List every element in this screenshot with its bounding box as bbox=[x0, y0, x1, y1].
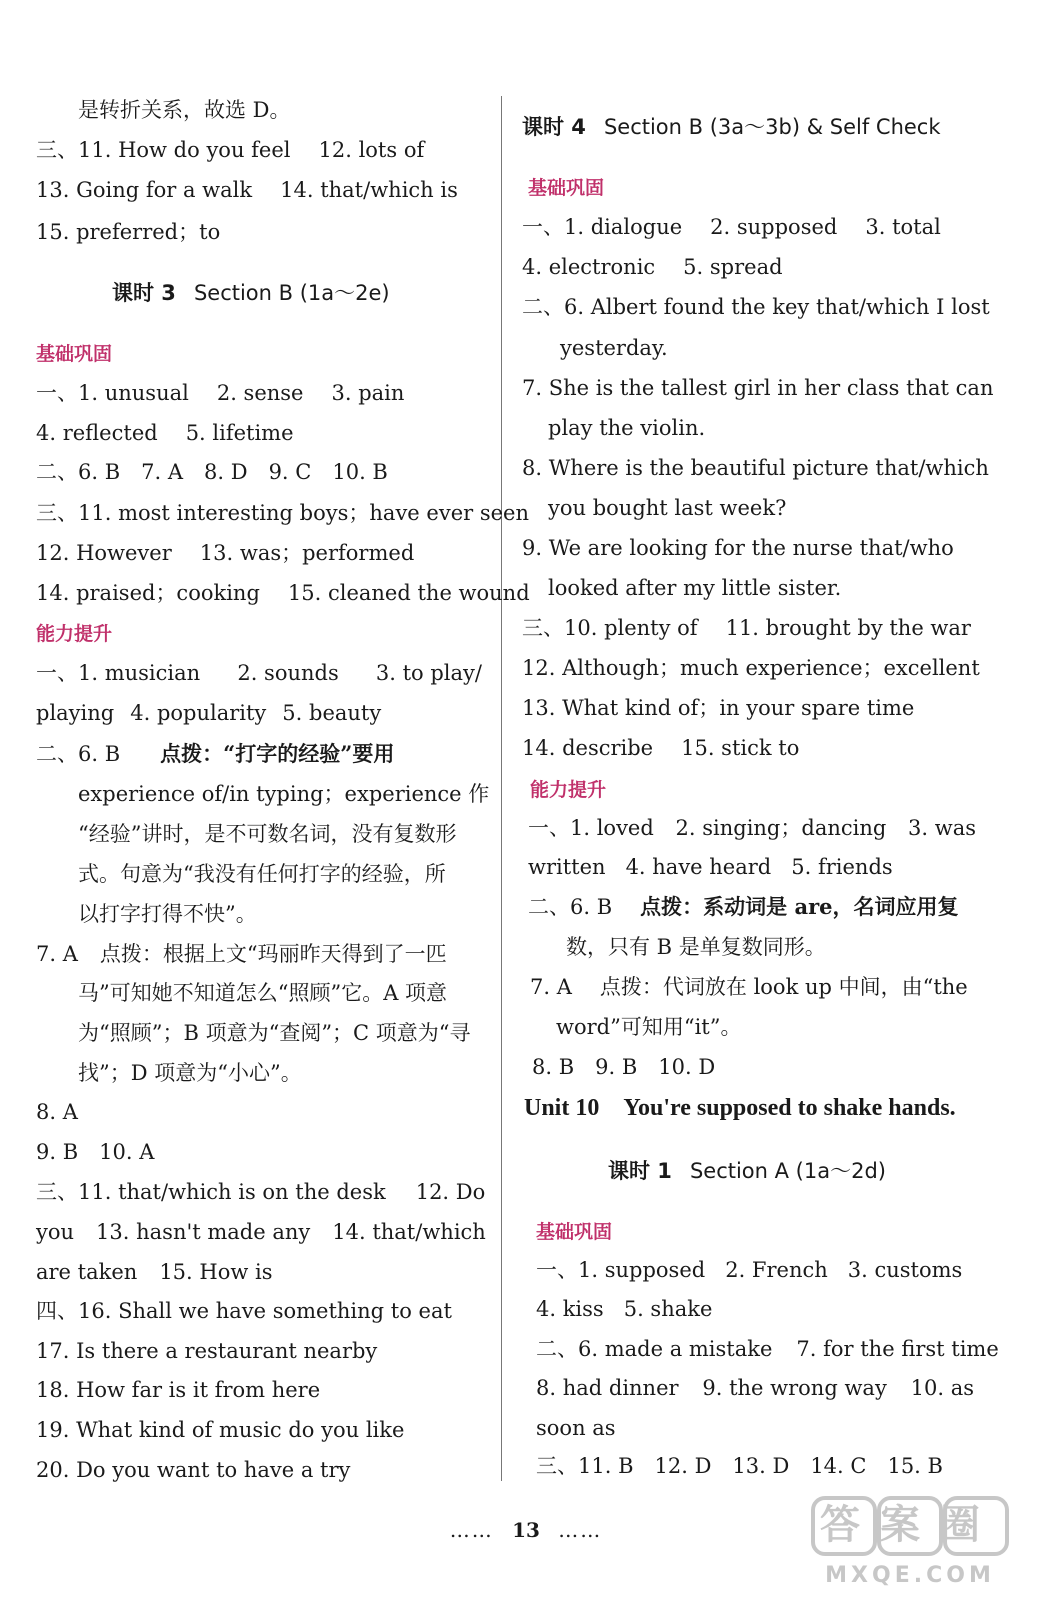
answer-line: playing 4. popularity 5. beauty bbox=[36, 701, 382, 725]
explanation-line: 二、6. B 点拨：系动词是 are，名词应用复 bbox=[528, 894, 959, 919]
answer-line: 4. electronic 5. spread bbox=[522, 255, 783, 279]
answer-line: 12. Although；much experience；excellent bbox=[522, 656, 980, 680]
explanation-line: 数，只有 B 是单复数同形。 bbox=[566, 935, 826, 959]
answer-line: 三、11. that/which is on the desk 12. Do bbox=[36, 1180, 486, 1204]
answer-line: 18. How far is it from here bbox=[36, 1378, 321, 1402]
answer-line: you bought last week? bbox=[548, 496, 787, 520]
answer-line: 14. praised；cooking 15. cleaned the wound bbox=[36, 581, 530, 605]
svg-text:MXQE.COM: MXQE.COM bbox=[825, 1563, 995, 1588]
explanation-line: 马”可知她不知道怎么“照顾”它。A 项意 bbox=[78, 981, 448, 1005]
answer-line: 8. Where is the beautiful picture that/which bbox=[522, 456, 989, 480]
answer-line: 13. Going for a walk 14. that/which is bbox=[36, 178, 458, 202]
answer-line: 7. She is the tallest girl in her class that can bbox=[522, 376, 994, 400]
answer-line: 9. We are looking for the nurse that/who bbox=[522, 536, 954, 560]
answer-line: 12. However 13. was；performed bbox=[36, 541, 415, 565]
explanation-line: 找”；D 项意为“小心”。 bbox=[78, 1061, 302, 1085]
answer-line: 13. What kind of；in your spare time bbox=[522, 696, 915, 720]
explanation-line: 7. A 点拨：根据上文“玛丽昨天得到了一匹 bbox=[36, 942, 447, 966]
answer-line: 9. B 10. A bbox=[36, 1140, 155, 1164]
answer-line: 一、1. musician 2. sounds 3. to play/ bbox=[36, 661, 482, 685]
answer-line: 一、1. supposed 2. French 3. customs bbox=[536, 1258, 963, 1282]
watermark-logo bbox=[805, 1492, 1015, 1590]
answer-line: 二、6. B 7. A 8. D 9. C 10. B bbox=[36, 460, 388, 484]
answer-line: 三、10. plenty of 11. brought by the war bbox=[522, 616, 971, 640]
answer-line: 一、1. loved 2. singing；dancing 3. was bbox=[528, 816, 976, 840]
page-number: 13 bbox=[512, 1518, 540, 1542]
lesson-heading: 课时 1 Section A (1a～2d) bbox=[608, 1159, 886, 1183]
answer-line: 三、11. How do you feel 12. lots of bbox=[36, 138, 425, 162]
explanation-line: experience of/in typing；experience 作 bbox=[78, 782, 490, 806]
answer-line: 二、6. Albert found the key that/which I lost bbox=[522, 295, 990, 319]
section-label: 能力提升 bbox=[530, 779, 607, 801]
answer-line: 二、6. made a mistake 7. for the first time bbox=[536, 1337, 999, 1361]
answer-line: looked after my little sister. bbox=[548, 576, 842, 600]
answer-line: 4. reflected 5. lifetime bbox=[36, 421, 294, 445]
answer-line: 14. describe 15. stick to bbox=[522, 736, 800, 760]
answer-line: yesterday. bbox=[560, 336, 668, 360]
answer-line: 17. Is there a restaurant nearby bbox=[36, 1339, 378, 1363]
answer-line: written 4. have heard 5. friends bbox=[528, 855, 893, 879]
answer-line: 一、1. unusual 2. sense 3. pain bbox=[36, 381, 405, 405]
section-label: 基础巩固 bbox=[528, 177, 605, 199]
answer-line: 20. Do you want to have a try bbox=[36, 1458, 351, 1482]
answer-line: are taken 15. How is bbox=[36, 1260, 273, 1284]
lesson-heading: 课时 3 Section B (1a～2e) bbox=[112, 281, 390, 305]
text-line: 是转折关系，故选 D。 bbox=[78, 98, 291, 122]
answer-line: soon as bbox=[536, 1416, 616, 1440]
answer-line: 8. A bbox=[36, 1100, 78, 1124]
explanation-line: 为“照顾”；B 项意为“查阅”；C 项意为“寻 bbox=[78, 1021, 471, 1045]
answer-line: 一、1. dialogue 2. supposed 3. total bbox=[522, 215, 941, 239]
svg-text:答案圈: 答案圈 bbox=[820, 1502, 1000, 1548]
answer-line: play the violin. bbox=[548, 416, 706, 440]
answer-line: 4. kiss 5. shake bbox=[536, 1297, 713, 1321]
explanation-line: 7. A 点拨：代词放在 look up 中间，由“the bbox=[530, 975, 968, 999]
answer-line: 8. had dinner 9. the wrong way 10. as bbox=[536, 1376, 974, 1400]
explanation-line: word”可知用“it”。 bbox=[556, 1015, 742, 1039]
answer-line: 四、16. Shall we have something to eat bbox=[36, 1299, 452, 1323]
column-divider bbox=[501, 96, 502, 1481]
answer-line: 三、11. most interesting boys；have ever seen bbox=[36, 501, 529, 525]
answer-line: 19. What kind of music do you like bbox=[36, 1418, 405, 1442]
explanation-line: “经验”讲时，是不可数名词，没有复数形 bbox=[78, 822, 457, 846]
lesson-heading: 课时 4 Section B (3a～3b) & Self Check bbox=[522, 115, 941, 139]
footer-dots-right: …… bbox=[558, 1518, 603, 1542]
explanation-line: 二、6. B 点拨：“打字的经验”要用 bbox=[36, 741, 395, 766]
unit-title: Unit 10 You're supposed to shake hands. bbox=[524, 1095, 956, 1121]
section-label: 基础巩固 bbox=[36, 343, 113, 365]
footer-dots-left: …… bbox=[449, 1518, 494, 1542]
explanation-line: 以打字打得不快”。 bbox=[78, 902, 257, 926]
answer-line: 8. B 9. B 10. D bbox=[532, 1055, 716, 1079]
explanation-line: 式。句意为“我没有任何打字的经验，所 bbox=[78, 862, 446, 886]
answer-line: 三、11. B 12. D 13. D 14. C 15. B bbox=[536, 1454, 943, 1478]
answer-line: 15. preferred；to bbox=[36, 220, 221, 244]
section-label: 基础巩固 bbox=[536, 1221, 613, 1243]
section-label: 能力提升 bbox=[36, 623, 113, 645]
answer-line: you 13. hasn't made any 14. that/which bbox=[36, 1220, 486, 1244]
